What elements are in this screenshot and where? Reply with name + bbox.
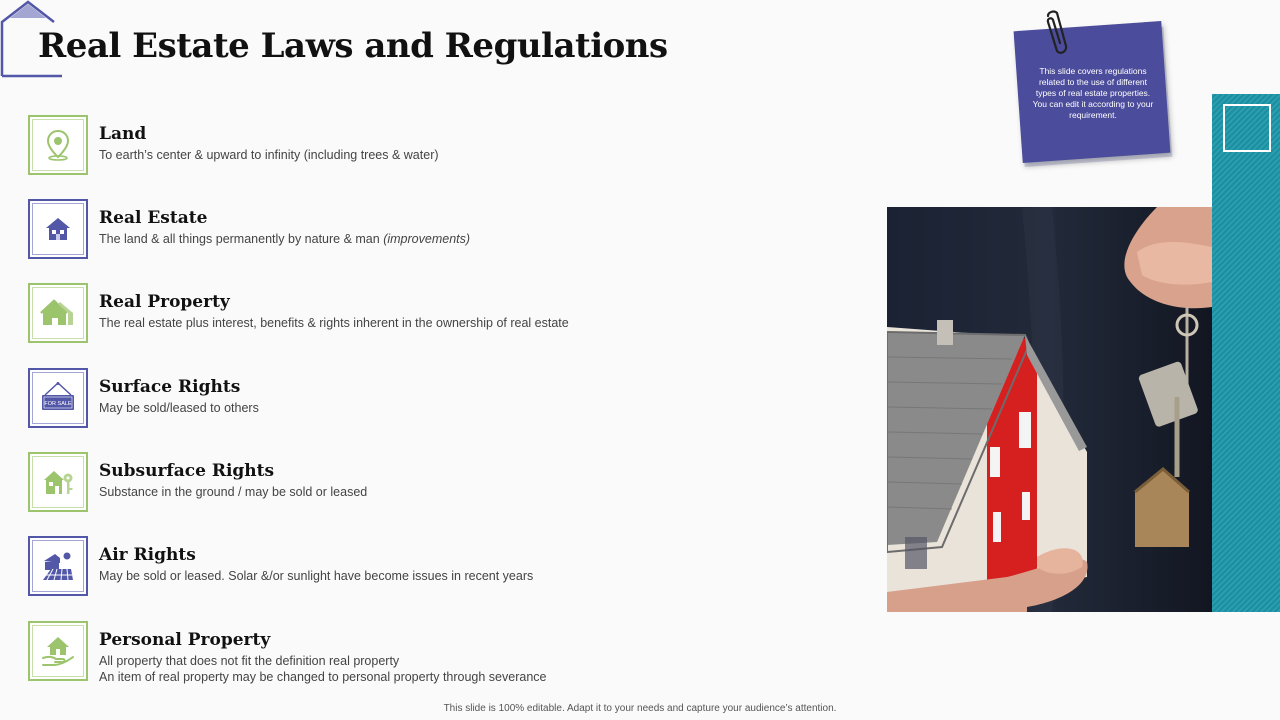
item-desc: The real estate plus interest, benefits & rights inherent in the ownership of real estate bbox=[99, 316, 569, 330]
list-item-surface-rights bbox=[28, 368, 788, 430]
land-icon-box bbox=[28, 115, 88, 175]
houses-icon bbox=[40, 296, 76, 330]
item-desc bbox=[99, 231, 470, 247]
house-keys-photo bbox=[887, 207, 1212, 612]
teal-accent-bar bbox=[1212, 94, 1280, 612]
personal-property-icon-box bbox=[28, 621, 88, 681]
item-desc-line: All property that does not fit the definition real property bbox=[99, 654, 400, 668]
item-title: Air Rights bbox=[99, 545, 196, 565]
item-title: Real Estate bbox=[99, 208, 208, 228]
list-item-air-rights bbox=[28, 536, 788, 598]
item-desc-line: An item of real property may be changed to personal property through severance bbox=[99, 670, 547, 684]
item-desc-text: The land & all things permanently by nature & man bbox=[99, 232, 380, 246]
item-title: Real Property bbox=[99, 292, 230, 312]
house-icon bbox=[42, 213, 74, 245]
item-desc: May be sold or leased. Solar &/or sunlight have become issues in recent years bbox=[99, 569, 534, 583]
list-item-land bbox=[28, 115, 788, 177]
location-pin-icon bbox=[41, 128, 75, 162]
surface-rights-icon-box bbox=[28, 368, 88, 428]
hand-house-icon bbox=[41, 634, 75, 668]
item-title: Surface Rights bbox=[99, 377, 241, 397]
paperclip-icon bbox=[1040, 10, 1068, 56]
item-desc: Substance in the ground / may be sold or leased bbox=[99, 485, 368, 499]
air-rights-icon-box bbox=[28, 536, 88, 596]
sticky-note-text: This slide covers regulations related to the use of different types of real estate properties. You can edit it according to your requirement. bbox=[1032, 66, 1154, 120]
for-sale-label: FOR SALE bbox=[44, 401, 72, 407]
item-desc bbox=[99, 653, 546, 685]
item-desc: May be sold/leased to others bbox=[99, 401, 259, 415]
list-item-real-property bbox=[28, 283, 788, 345]
teal-square-outline bbox=[1223, 104, 1271, 152]
list-item-real-estate bbox=[28, 199, 788, 261]
real-property-icon-box bbox=[28, 283, 88, 343]
real-estate-icon-box bbox=[28, 199, 88, 259]
footer-note: This slide is 100% editable. Adapt it to your needs and capture your audience’s attention. bbox=[443, 703, 837, 714]
for-sale-sign-icon bbox=[39, 381, 77, 415]
item-title: Land bbox=[99, 124, 147, 144]
subsurface-rights-icon-box bbox=[28, 452, 88, 512]
item-desc-italic: (improvements) bbox=[383, 232, 471, 246]
item-title: Subsurface Rights bbox=[99, 461, 275, 481]
list-item-personal-property bbox=[28, 621, 788, 683]
list-item-subsurface-rights bbox=[28, 452, 788, 514]
solar-panel-icon bbox=[41, 549, 75, 583]
house-key-icon bbox=[41, 465, 75, 499]
item-desc: To earth’s center & upward to infinity (including trees & water) bbox=[99, 148, 439, 162]
sticky-note bbox=[1010, 8, 1180, 173]
page-title: Real Estate Laws and Regulations bbox=[38, 26, 668, 66]
item-title: Personal Property bbox=[99, 630, 271, 650]
